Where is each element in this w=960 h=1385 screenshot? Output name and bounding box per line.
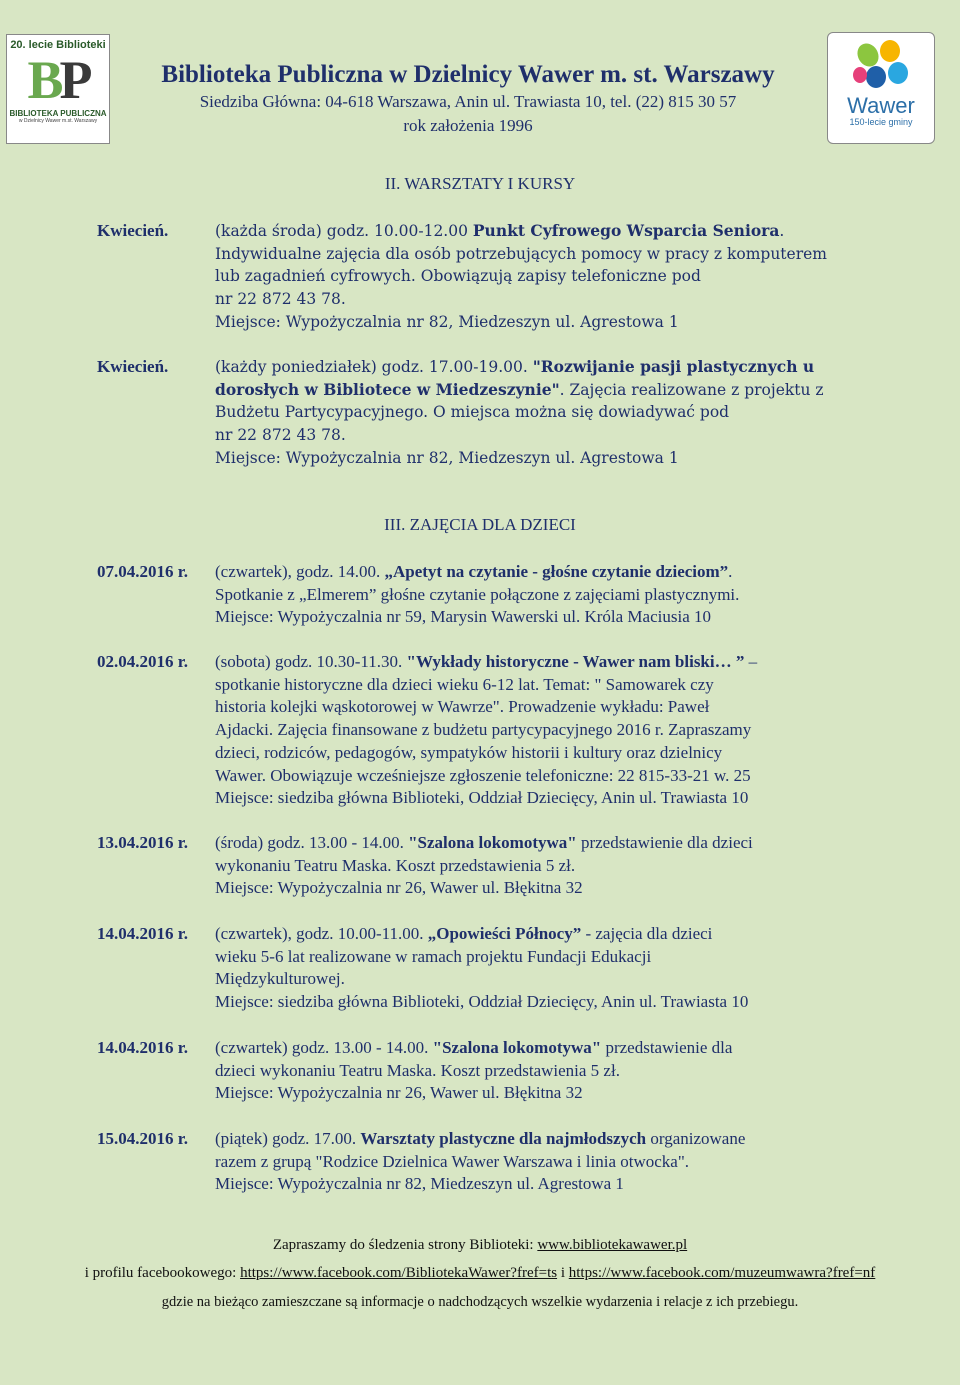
event-title: "Wykłady historyczne - Wawer nam bliski… ” [406, 652, 745, 671]
event-title-suffix: – [744, 652, 758, 671]
event-date: 14.04.2016 r. [97, 924, 188, 943]
facebook-library-link[interactable]: https://www.facebook.com/BibliotekaWawer?fref=ts [240, 1265, 558, 1281]
event-line: nr 22 872 43 78. [215, 290, 346, 309]
event-location: Miejsce: Wypożyczalnia nr 82, Miedzeszyn ul. Agrestowa 1 [215, 1174, 624, 1194]
event-entry [97, 651, 857, 810]
event-line: historia kolejki wąskotorowej w Wawrze". Prowadzenie wykładu: Paweł [215, 697, 710, 717]
footer-text: i profilu facebookowego: [84, 1265, 241, 1281]
event-line: Wawer. Obowiązuje wcześniejsze zgłoszenie telefoniczne: 22 815-33-21 w. 25 [215, 765, 751, 785]
event-title: "Szalona lokomotywa" [408, 833, 577, 852]
event-line: lub zagadnień cyfrowych. Obowiązują zapisy telefoniczne pod [215, 267, 701, 286]
event-title: Warsztaty plastyczne dla najmłodszych [360, 1129, 647, 1148]
logo-mark: BP [27, 50, 89, 110]
event-body [215, 1128, 857, 1196]
event-entry [97, 832, 857, 900]
event-line: Międzykulturowej. [215, 969, 345, 989]
event-line: Spotkanie z „Elmerem” głośne czytanie połączone z zajęciami plastycznymi. [215, 584, 740, 604]
event-date: 02.04.2016 r. [97, 652, 188, 671]
event-time: (sobota) godz. 10.30-11.30. [215, 652, 407, 671]
event-entry [97, 356, 857, 470]
event-body [215, 356, 857, 470]
event-line: nr 22 872 43 78. [215, 426, 346, 445]
event-time: (każda środa) godz. 10.00-12.00 [215, 222, 473, 240]
event-body [215, 561, 857, 629]
library-website-link[interactable]: www.bibliotekawawer.pl [537, 1237, 688, 1253]
event-title-suffix: . [779, 222, 785, 240]
event-time: (czwartek), godz. 14.00. [215, 562, 385, 581]
event-entry [97, 923, 857, 1014]
event-line: razem z grupą "Rodzice Dzielnica Wawer Warszawa i linia otwocka". [215, 1151, 690, 1171]
section-title-children: III. ZAJĘCIA DLA DZIECI [384, 515, 576, 534]
event-title: „Apetyt na czytanie - głośne czytanie dzieciom” [384, 562, 729, 581]
wawer-subtitle: 150-lecie gminy [849, 117, 913, 127]
event-line: spotkanie historyczne dla dzieci wieku 6-12 lat. Temat: " Samowarek czy [215, 674, 714, 694]
section-title-workshops: II. WARSZTATY I KURSY [384, 174, 576, 193]
event-time: (każdy poniedziałek) godz. 17.00-19.00. [215, 358, 533, 376]
event-date: 15.04.2016 r. [97, 1129, 188, 1148]
event-title: „Opowieści Północy” [427, 924, 582, 943]
library-title: Biblioteka Publiczna w Dzielnicy Wawer m. st. Warszawy [161, 61, 775, 88]
event-line: wykonaniu Teatru Maska. Koszt przedstawienia 5 zł. [215, 855, 576, 875]
footer-line-1 [0, 1237, 960, 1254]
event-line: wieku 5-6 lat realizowane w ramach projektu Fundacji Edukacji [215, 946, 652, 966]
footer-text: Zapraszamy do śledzenia strony Biblioteki: [272, 1237, 538, 1253]
page-header [118, 60, 818, 138]
logo-bottom-text: BIBLIOTEKA PUBLICZNA [9, 109, 107, 118]
event-title: "Rozwijanie pasji plastycznych u [532, 357, 815, 376]
event-body [215, 1037, 857, 1105]
footer-line-2 [0, 1265, 960, 1282]
logo-top-text: 20. lecie Biblioteki [10, 39, 106, 51]
logo-bottom-small: w Dzielnicy Wawer m.st. Warszawy [18, 118, 98, 124]
footer-line-3: gdzie na bieżąco zamieszczane są informacje o nadchodzących wszelkie wydarzenia i relacje z ich przebiegu. [161, 1294, 799, 1310]
event-location: Miejsce: siedziba główna Biblioteki, Oddział Dziecięcy, Anin ul. Trawiasta 10 [215, 788, 749, 808]
event-line: dzieci wykonaniu Teatru Maska. Koszt przedstawienia 5 zł. [215, 1060, 620, 1080]
event-line: dzieci, rodziców, pedagogów, sympatyków historii i kultury oraz dzielnicy [215, 742, 723, 762]
event-date: 07.04.2016 r. [97, 562, 188, 581]
event-entry [97, 220, 857, 334]
library-address: Siedziba Główna: 04-618 Warszawa, Anin ul. Trawiasta 10, tel. (22) 815 30 57 [199, 92, 737, 111]
facebook-museum-link[interactable]: https://www.facebook.com/muzeumwawra?fref=nf [568, 1265, 876, 1281]
event-body [215, 651, 857, 810]
event-line: Budżetu Partycypacyjnego. O miejsca można się dowiadywać pod [215, 403, 730, 422]
event-body [215, 220, 857, 334]
event-date: 14.04.2016 r. [97, 1038, 188, 1057]
event-title-suffix: przedstawienie dla dzieci [576, 833, 753, 852]
event-title-suffix: . Zajęcia realizowane z projektu z [559, 380, 824, 399]
library-20-years-logo [6, 34, 110, 144]
event-time: (czwartek) godz. 13.00 - 14.00. [215, 1038, 433, 1057]
event-body [215, 832, 857, 900]
event-line: Indywidualne zajęcia dla osób potrzebujących pomocy w pracy z komputerem [215, 244, 827, 263]
event-time: (czwartek), godz. 10.00-11.00. [215, 924, 428, 943]
event-title-cont: dorosłych w Bibliotece w Miedzeszynie" [215, 379, 560, 399]
event-title-suffix: . [728, 562, 733, 581]
wawer-name: Wawer [847, 93, 915, 118]
wawer-logo [827, 32, 935, 144]
event-location: Miejsce: Wypożyczalnia nr 82, Miedzeszyn ul. Agrestowa 1 [215, 448, 679, 467]
footer-text: i [557, 1265, 569, 1281]
event-time: (środa) godz. 13.00 - 14.00. [215, 833, 409, 852]
library-founded: rok założenia 1996 [403, 116, 533, 135]
event-location: Miejsce: siedziba główna Biblioteki, Oddział Dziecięcy, Anin ul. Trawiasta 10 [215, 992, 749, 1012]
event-location: Miejsce: Wypożyczalnia nr 26, Wawer ul. Błękitna 32 [215, 1083, 583, 1103]
event-date: 13.04.2016 r. [97, 833, 188, 852]
event-body [215, 923, 857, 1014]
event-entry [97, 1128, 857, 1196]
event-location: Miejsce: Wypożyczalnia nr 82, Miedzeszyn ul. Agrestowa 1 [215, 312, 679, 331]
event-title: Punkt Cyfrowego Wsparcia Seniora [472, 221, 780, 240]
event-title-suffix: organizowane [646, 1129, 746, 1148]
event-date: Kwiecień. [97, 357, 169, 376]
event-time: (piątek) godz. 17.00. [215, 1129, 361, 1148]
wawer-flower-icon [846, 39, 916, 97]
event-date: Kwiecień. [97, 221, 169, 240]
event-line: Ajdacki. Zajęcia finansowane z budżetu partycypacyjnego 2016 r. Zapraszamy [215, 720, 752, 740]
event-entry [97, 1037, 857, 1105]
event-location: Miejsce: Wypożyczalnia nr 26, Wawer ul. Błękitna 32 [215, 878, 583, 898]
event-title: "Szalona lokomotywa" [432, 1038, 602, 1057]
event-entry [97, 561, 857, 629]
event-location: Miejsce: Wypożyczalnia nr 59, Marysin Wawerski ul. Króla Maciusia 10 [215, 607, 711, 627]
event-title-suffix: - zajęcia dla dzieci [581, 924, 713, 943]
event-title-suffix: przedstawienie dla [601, 1038, 733, 1057]
